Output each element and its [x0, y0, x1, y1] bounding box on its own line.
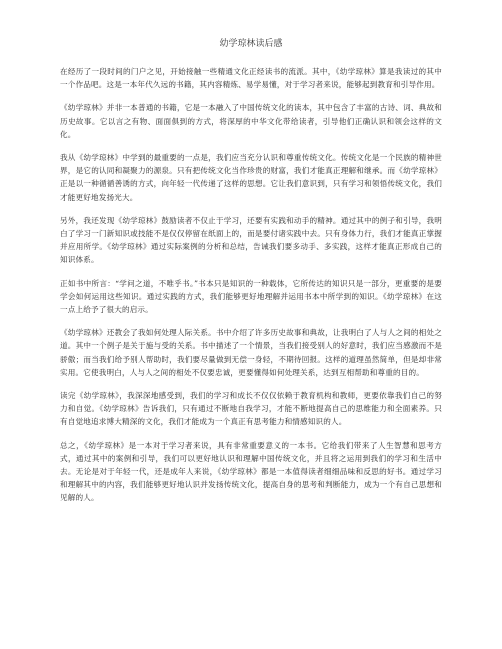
paragraph-2: 《幼学琼林》并非一本普通的书籍，它是一本融入了中国传统文化的读本，其中包含了丰富的古诗、词、典故和历史故事。它以言之有物、面面俱到的方式，将深厚的中华文化带给读者，引导他们正确认识和领会这样的文化。	[60, 103, 442, 139]
paragraph-3: 我从《幼学琼林》中学到的最重要的一点是，我们应当充分认识和尊重传统文化。传统文化是一个民族的精神世界，是它的认同和凝聚力的源泉。只有把传统文化当作珍贵的财富，我们才能真正理解和继承。而《幼学琼林》正是以一种循循善诱的方式，向年轻一代传递了这样的思想。它让我们意识到，只有学习和领悟传统文化，我们才能更好地发扬光大。	[60, 153, 442, 202]
paragraph-7: 读完《幼学琼林》，我深深地感受到，我们的学习和成长不仅仅依赖于教育机构和教师，更要依靠我们自己的努力和自觉。《幼学琼林》告诉我们，只有通过不断地自我学习，才能不断地提高自己的思维能力和全面素养。只有自觉地追求博大精深的文化，我们才能成为一个真正有思考能力和情感知识的人。	[60, 391, 442, 427]
paragraph-6: 《幼学琼林》还教会了我如何处理人际关系。书中介绍了许多历史故事和典故，让我明白了人与人之间的相处之道。其中一个例子是关于施与受的关系。书中描述了一个情景，当我们接受别人的好意时，我们应当感激而不是骄傲；而当我们给予别人帮助时，我们要尽量做到无偿一身轻，不期待回报。这样的道理虽然简单，但是却非常实用。它使我明白，人与人之间的相处不仅要忠诚，更要懂得如何处理关系，达到互相帮助和尊重的目的。	[60, 328, 442, 377]
paragraph-5: 正如书中所言：“学问之道，不唯乎书。”书本只是知识的一种载体，它所传达的知识只是一部分，更重要的是要学会如何运用这些知识。通过实践的方式，我们能够更好地理解并运用书本中所学到的知识。《幼学琼林》在这一点上给予了很大的启示。	[60, 278, 442, 315]
paragraph-4: 另外，我还发现《幼学琼林》鼓励读者不仅止于学习，还要有实践和动手的精神。通过其中的例子和引导，我明白了学习一门新知识或技能不是仅仅停留在纸面上的，而是要付诸实践中去。只有身体力行，我们才能真正掌握并应用所学。《幼学琼林》通过实际案例的分析和总结，告诫我们要多动手、多实践，这样才能真正形成自己的知识体系。	[60, 215, 442, 265]
paragraph-1: 在经历了一段时间的门户之见，开始接触一些精通文化正经读书的流派。其中，《幼学琼林》算是我读过的其中一个作品吧。这是一本年代久远的书籍，其内容精炼、易学易懂，对于学习者来说，能够起到教育和引导作用。	[60, 67, 442, 90]
document-title: 幼学琼林读后感	[219, 39, 283, 49]
paragraph-8: 总之，《幼学琼林》是一本对于学习者来说，具有非常重要意义的一本书。它给我们带来了人生智慧和思考方式，通过其中的案例和引导，我们可以更好地认识和理解中国传统文化，并且将之运用到我们的学习和生活中去。无论是对于年轻一代，还是成年人来说，《幼学琼林》都是一本值得读者细细品味和反思的好书。通过学习和理解其中的内容，我们能够更好地认识并发扬传统文化，提高自身的思考和判断能力，成为一个有自己思想和见解的人。	[60, 440, 442, 503]
